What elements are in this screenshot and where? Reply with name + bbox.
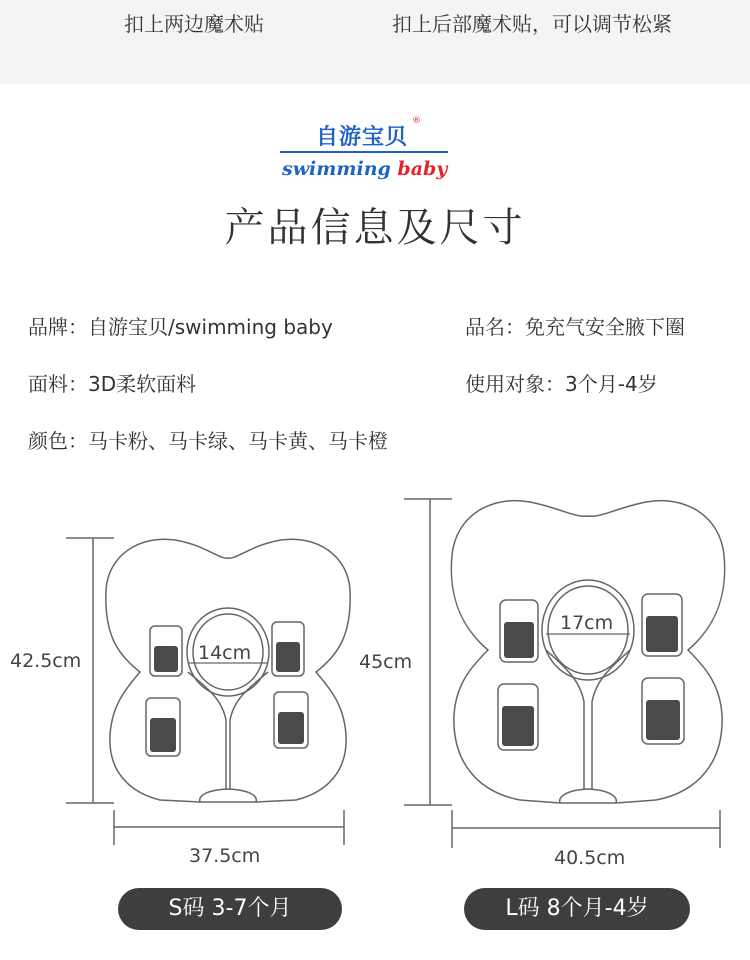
small-height-label: 42.5cm xyxy=(10,650,82,672)
large-ring-handle-fills xyxy=(502,616,680,746)
section-title: 产品信息及尺寸 xyxy=(224,205,526,251)
large-height-label: 45cm xyxy=(359,651,413,673)
large-width-label: 40.5cm xyxy=(554,847,626,869)
logo-english-part2: baby xyxy=(397,158,448,180)
large-inner-label: 17cm xyxy=(560,612,614,634)
info-product-name: 品名：免充气安全腋下圈 xyxy=(465,315,685,339)
small-width-label: 37.5cm xyxy=(189,845,261,867)
logo-english-name xyxy=(282,158,447,180)
size-l-badge: L码 8个月-4岁 xyxy=(464,888,690,930)
size-diagram xyxy=(0,490,750,890)
small-ring-drawing xyxy=(66,538,350,845)
small-inner-label: 14cm xyxy=(198,642,252,664)
registered-mark: ® xyxy=(412,116,421,126)
info-material: 面料：3D柔软面料 xyxy=(28,372,197,396)
top-caption-bar xyxy=(0,0,750,84)
logo-divider xyxy=(280,151,448,153)
left-velcro-caption: 扣上两边魔术贴 xyxy=(124,12,264,36)
info-age-range: 使用对象：3个月-4岁 xyxy=(465,372,658,396)
info-brand: 品牌：自游宝贝/swimming baby xyxy=(28,315,333,339)
logo-chinese-name: 自游宝贝 xyxy=(316,125,409,150)
info-colors: 颜色：马卡粉、马卡绿、马卡黄、马卡橙 xyxy=(28,429,388,453)
back-velcro-caption: 扣上后部魔术贴，可以调节松紧 xyxy=(392,12,672,36)
brand-logo xyxy=(280,114,460,184)
logo-english-part1: swimming xyxy=(282,158,398,180)
large-ring-drawing xyxy=(404,499,725,848)
size-s-badge: S码 3-7个月 xyxy=(118,888,342,930)
